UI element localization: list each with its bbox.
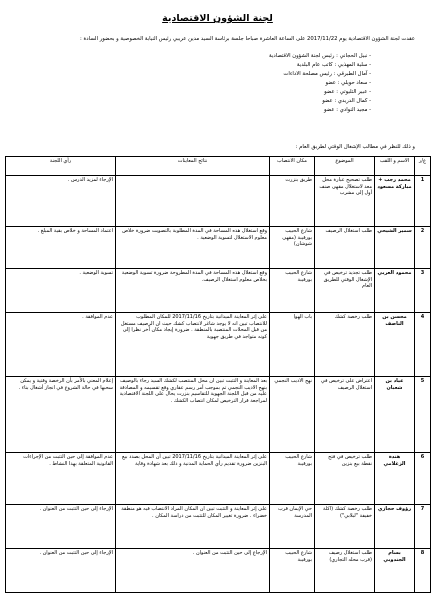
member-line: - كمال الدريدي : عضو bbox=[322, 98, 371, 104]
row-name: بسام الجندوبي bbox=[375, 549, 415, 593]
member-line: - سعاد حويلي : عضو bbox=[325, 80, 371, 86]
row-num: 2 bbox=[415, 227, 431, 269]
row-name: سمير الشيحي bbox=[375, 227, 415, 269]
row-num: 5 bbox=[415, 377, 431, 453]
agenda-note: و ذلك للنظر في مطالب الإشغال الوقتي لطريق العام : bbox=[295, 144, 415, 150]
table-row bbox=[6, 377, 431, 453]
header-place: مكان الانتصاب bbox=[270, 157, 315, 176]
member-line: - عبير التليوتي : عضو bbox=[324, 89, 371, 95]
row-opinion: الإرجاء إلى حين التثبت من العنوان . bbox=[6, 549, 116, 593]
member-line: - نبيل الحجاني : رئيس لجنة الشؤون الاقتصادية bbox=[269, 53, 371, 59]
row-opinion: عدم الموافقة . bbox=[6, 313, 116, 377]
row-num: 3 bbox=[415, 269, 431, 313]
row-name: محسن بن الناصف bbox=[375, 313, 415, 377]
row-subject: طلب رخصة كشك bbox=[315, 313, 375, 377]
row-subject: طلب رخصة كشك (اكلة خفيفة "لبلابي") bbox=[315, 505, 375, 549]
row-place: حي الإيمان قرب المدرسة bbox=[270, 505, 315, 549]
row-subject: اعتراض على ترخيص في استغلال الرصيف bbox=[315, 377, 375, 453]
header-name: الاسم و اللقب bbox=[375, 157, 415, 176]
row-place: نهج الاديب النجمي bbox=[270, 377, 315, 453]
table-row bbox=[6, 313, 431, 377]
requests-table bbox=[5, 156, 431, 593]
table-header-row bbox=[6, 157, 431, 176]
page-title: لجنة الشؤون الاقتصادية bbox=[162, 13, 273, 24]
row-finding: على إثر المعاينة الميدانية بتاريخ 2017/11/16 تبين أن المحل بصدد بيع البنزين ضرورة تقديم رأي الحماية المدنية و ذلك بعد شهادة وقاية bbox=[116, 453, 270, 505]
table-row bbox=[6, 269, 431, 313]
row-finding: بعد المعاينة و التثبت تبين ان محل المنتصب لكشك السيد رجاء بالوصيف بنهج الاديب النجمي تم بموجب أمر رسم عقاري وقع تقسيمه و المصادقة عليه من قبل اللجنة الجهوية للتقاسيم بنزرت يحال على اللجنة الاقتصادية لمراجعة قرار الترخيص لمكان انتصاب الكشك . bbox=[116, 377, 270, 453]
row-name: محمود العربي bbox=[375, 269, 415, 313]
row-finding: على إثر المعاينة الميدانية بتاريخ 2017/11/16 للمكان المطلوب للانتصاب تبين انه لا يوجد شاغر لانتصاب كشك حيث ان الرصيف مستغل من قبل المحلات المنتصبة بالمنطقة . ضرورة إيجاد مكان آخر نظرا إلى كونه متواجد في طريق جهوية bbox=[116, 313, 270, 377]
row-finding: وقع استغلال هذه المساحة في المدة المطروحة ضرورة تسوية الوضعية بخلاص معلوم استغلال الرصيف. bbox=[116, 269, 270, 313]
header-num: ع/ر bbox=[415, 157, 431, 176]
row-num: 4 bbox=[415, 313, 431, 377]
table-row bbox=[6, 505, 431, 549]
row-place: باب الهوا bbox=[270, 313, 315, 377]
row-place: شارع الحبيب بورقيبة bbox=[270, 269, 315, 313]
row-subject: طلب استغلال رصيف (قرب محله التجاري) bbox=[315, 549, 375, 593]
row-num: 7 bbox=[415, 505, 431, 549]
row-name: هندة الزغلامي bbox=[375, 453, 415, 505]
row-subject: طلب ترخيص في فتح نقطة بيع بنزين bbox=[315, 453, 375, 505]
header-opinion: رأي اللجنة bbox=[6, 157, 116, 176]
row-subject: طلب استغلال الرصيف bbox=[315, 227, 375, 269]
table-row bbox=[6, 549, 431, 593]
row-finding: الإرجاع إلى حين التثبت من العنوان . bbox=[116, 549, 270, 593]
row-num: 8 bbox=[415, 549, 431, 593]
member-line: - سلية المهذبي : كاتب عام البلدية bbox=[296, 62, 371, 68]
row-opinion: الإرجاء إلى حين التثبت من العنوان . bbox=[6, 505, 116, 549]
row-finding: على إثر المعاينة و التثبت تبين ان المكان المراد الانتصاب فيه هو منطقة خضراء . ضرورة تغيير المكان للتثبت من دراسة المكان . bbox=[116, 505, 270, 549]
row-place: شارع الحبيب بورقيبة bbox=[270, 549, 315, 593]
header-subject: الموضوع bbox=[315, 157, 375, 176]
row-opinion: تسوية الوضعية . bbox=[6, 269, 116, 313]
row-opinion: إعلام المعني بالأمر بأن الرخصة وقتية و يمكن سحبها في حالة الشروع في انجاز أشغال بناء . bbox=[6, 377, 116, 453]
row-opinion: الإرجاء لمزيد الدرس . bbox=[6, 176, 116, 227]
row-num: 1 bbox=[415, 176, 431, 227]
row-finding bbox=[116, 176, 270, 227]
row-num: 6 bbox=[415, 453, 431, 505]
row-opinion: عدم الموافقة إلى حين التثبت من الإجراءات القانونية المتعلقة بهذا النشاط . bbox=[6, 453, 116, 505]
table-row bbox=[6, 227, 431, 269]
table-row bbox=[6, 176, 431, 227]
row-name: محمد رجب + مباركة مسعود bbox=[375, 176, 415, 227]
row-opinion: اعتماد المساحة و خلاص بقية المبلغ . bbox=[6, 227, 116, 269]
member-line: - مجيد النوادي : عضو bbox=[324, 107, 371, 113]
row-subject: طلب تجديد ترخيص في الإشغال الوقتي للطريق العام bbox=[315, 269, 375, 313]
row-name: رؤوف حجازي bbox=[375, 505, 415, 549]
table-row bbox=[6, 453, 431, 505]
row-place: شارع الحبيب بورقيبة (مقهى شوشان) bbox=[270, 227, 315, 269]
intro-paragraph: عقدت لجنة الشؤون الاقتصادية يوم 2017/11/22 على الساعة العاشرة صباحا جلسة برئاسة السيد مدين عريبي رئيس النيابة الخصوصية و بحضور السادة : bbox=[79, 36, 415, 42]
row-name: عياد بن شعبان bbox=[375, 377, 415, 453]
row-finding: وقع استغلال هذه المساحة في المدة المطلوبة بالتصويت ضرورة خلاص معلوم الاستغلال لتسوية الوضعية . bbox=[116, 227, 270, 269]
header-finding: نتائج المعاينات bbox=[116, 157, 270, 176]
row-place: طريق بنزرت bbox=[270, 176, 315, 227]
member-line: - آمال الطبرقي : رئيس مصلحة الاداءات bbox=[283, 71, 371, 77]
row-place: شارع الحبيب بورقيبة bbox=[270, 453, 315, 505]
row-subject: طلب تصحيح عبارة محل معد لاستغلال مقهى صنف أول إلى مشرب bbox=[315, 176, 375, 227]
